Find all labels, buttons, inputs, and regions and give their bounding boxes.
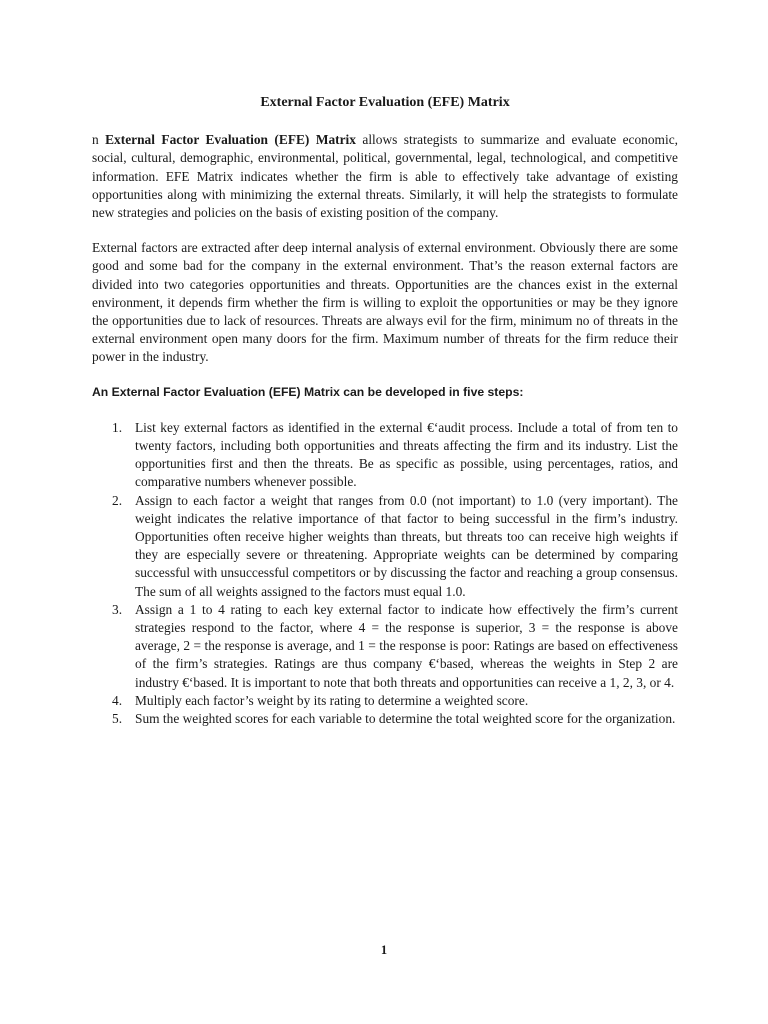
list-item xyxy=(92,710,678,728)
step-number: 2. xyxy=(112,492,123,508)
step-text: List key external factors as identified in the external €‘audit process. Include a total of from ten to twenty factors, including both opportunities and threats affecting the firm and its industry. List the opportunities first and then the threats. Be as specific as possible, using percentages, ratios, and comparative numbers whenever possible. xyxy=(135,419,678,490)
step-text: Multiply each factor’s weight by its rating to determine a weighted score. xyxy=(135,692,529,708)
steps-list xyxy=(92,419,678,728)
document-title: External Factor Evaluation (EFE) Matrix xyxy=(260,95,510,110)
step-number: 1. xyxy=(112,419,123,435)
step-text: Sum the weighted scores for each variable to determine the total weighted score for the organization. xyxy=(135,711,676,727)
steps-heading: An External Factor Evaluation (EFE) Matrix can be developed in five steps: xyxy=(92,384,524,399)
list-item xyxy=(92,492,678,601)
intro-lead: n xyxy=(92,132,106,148)
list-item xyxy=(92,601,678,692)
external-factors-paragraph: External factors are extracted after deep internal analysis of external environment. Obviously there are some good and some bad for the company in the external environment. That’s the reason external factors are divided into two categories opportunities and threats. Opportunities are the chances exist in the external environment, it depends firm whether the firm is willing to exploit the opportunities or may be they ignore the opportunities due to lack of resources. Threats are always evil for the firm, minimum no of threats in the external environment open many doors for the firm. Maximum number of threats for the firm reduce their power in the industry. xyxy=(92,240,678,365)
step-text: Assign to each factor a weight that ranges from 0.0 (not important) to 1.0 (very important). The weight indicates the relative importance of that factor to being successful in the firm’s industry. Opportunities often receive higher weights than threats, but threats too can receive high weights if they are especially severe or threatening. Appropriate weights can be determined by comparing successful with unsuccessful competitors or by discussing the factor and reaching a group consensus. The sum of all weights assigned to the factors must equal 1.0. xyxy=(135,492,678,599)
step-number: 3. xyxy=(112,601,123,617)
intro-paragraph xyxy=(92,131,678,222)
intro-bold-term: External Factor Evaluation (EFE) Matrix xyxy=(105,132,356,148)
list-item xyxy=(92,419,678,492)
step-text: Assign a 1 to 4 rating to each key external factor to indicate how effectively the firm’s current strategies respond to the factor, where 4 = the response is superior, 3 = the response is above average, 2 = the response is average, and 1 = the response is poor: Ratings are based on effectiveness of the firm’s strategies. Ratings are thus company €‘based, whereas the weights in Step 2 are industry €‘based. It is important to note that both threats and opportunities can receive a 1, 2, 3, or 4. xyxy=(135,601,678,690)
page-number: 1 xyxy=(380,943,388,957)
list-item xyxy=(92,692,678,710)
step-number: 4. xyxy=(112,692,123,708)
document-page xyxy=(92,94,678,728)
intro-rest: allows strategists to summarize and evaluate economic, social, cultural, demographic, environmental, political, governmental, legal, technological, and competitive information. EFE Matrix indicates whether the firm is able to effectively take advantage of existing opportunities along with minimizing the external threats. Similarly, it will help the strategists to formulate new strategies and policies on the basis of existing position of the company. xyxy=(92,132,678,221)
step-number: 5. xyxy=(112,711,123,727)
